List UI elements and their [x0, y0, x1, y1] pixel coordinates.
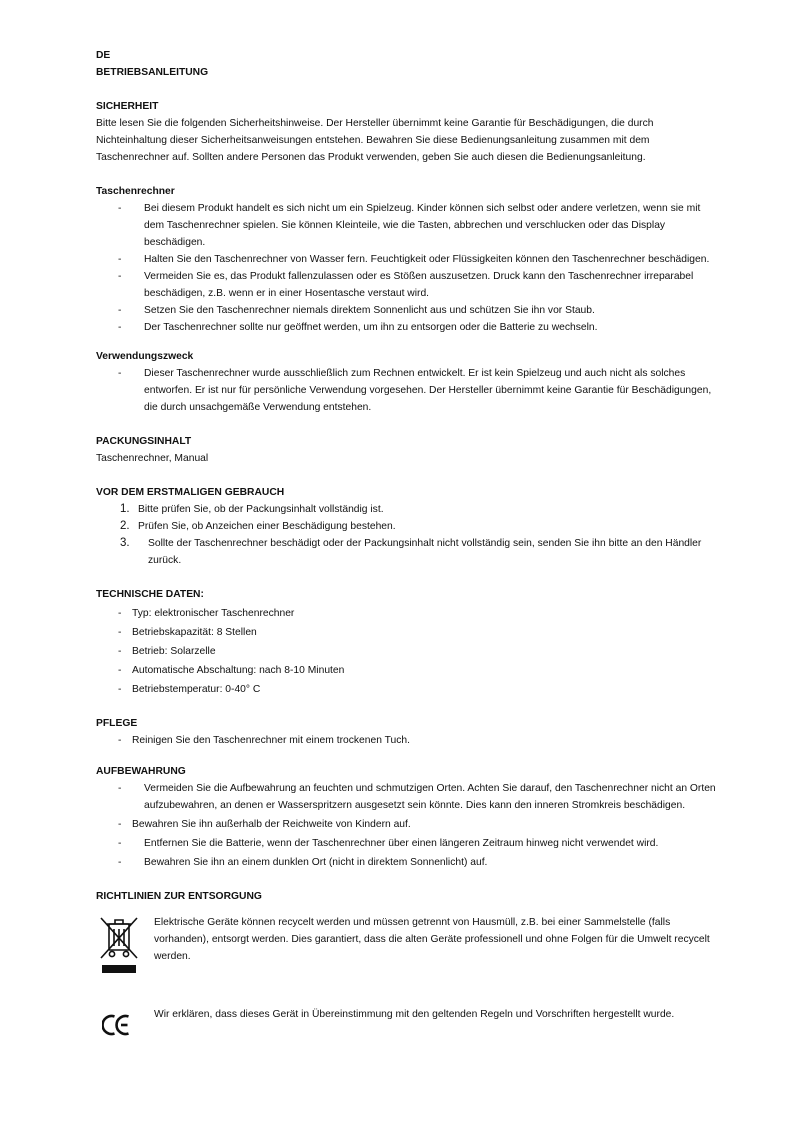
- first-use-list: [96, 501, 716, 569]
- list-item: - Vermeiden Sie die Aufbewahrung an feuchten und schmutzigen Orten. Achten Sie darauf, den Taschenrechner nicht an Orten aufzubewahren, an denen er Wasserspritzern ausgesetzt sein könnte. Dies kann den inneren Stromkreis beschädigen.: [144, 780, 716, 814]
- list-item: - Bei diesem Produkt handelt es sich nicht um ein Spielzeug. Kinder können sich selbst oder andere verletzen, wenn sie mit dem Taschenrechner spielen. Sie können Kleinteile, wie die Tasten, abbrechen und verschlucken oder das Display beschädigen.: [144, 200, 716, 251]
- list-item: - Vermeiden Sie es, das Produkt fallenzulassen oder es Stößen auszusetzen. Druck kann den Taschenrechner irreparabel beschädigen, z.B. wenn er in einer Hosentasche verstaut wird.: [144, 268, 716, 302]
- document-title: BETRIEBSANLEITUNG: [96, 67, 209, 78]
- usage-list: [96, 365, 716, 416]
- list-item: - Dieser Taschenrechner wurde ausschließlich zum Rechnen entwickelt. Er ist kein Spielzeug und auch nicht als solches entworfen. Er ist nur für persönliche Verwendung vorgesehen. Der Hersteller übernimmt keine Garantie für Beschädigungen, die durch unsachgemäße Verwendung entstehen.: [144, 365, 716, 416]
- dash-icon: -: [118, 783, 122, 794]
- list-item: 2. Prüfen Sie, ob Anzeichen einer Beschädigung bestehen.: [96, 518, 716, 535]
- dash-icon: -: [118, 203, 122, 214]
- section-specs: [96, 586, 716, 698]
- section-heading: TECHNISCHE DATEN:: [96, 589, 204, 600]
- section-heading: VOR DEM ERSTMALIGEN GEBRAUCH: [96, 487, 285, 498]
- list-item: - Entfernen Sie die Batterie, wenn der Taschenrechner über einen längeren Zeitraum hinweg nicht verwendet wird.: [144, 835, 716, 852]
- section-heading: SICHERHEIT: [96, 101, 159, 112]
- section-heading: Verwendungszweck: [96, 351, 194, 362]
- dash-icon: -: [118, 322, 122, 333]
- dash-icon: -: [118, 627, 122, 638]
- list-item: - Bewahren Sie ihn außerhalb der Reichweite von Kindern auf.: [132, 816, 716, 833]
- step-number: 3.: [120, 537, 130, 549]
- section-heading: AUFBEWAHRUNG: [96, 766, 186, 777]
- section-usage: [96, 348, 716, 416]
- dash-icon: -: [118, 254, 122, 265]
- dash-icon: -: [118, 819, 122, 830]
- section-contents: [96, 433, 716, 467]
- dash-icon: -: [118, 838, 122, 849]
- list-item: - Betriebskapazität: 8 Stellen: [132, 624, 716, 641]
- specs-list: [96, 605, 716, 698]
- dash-icon: -: [118, 646, 122, 657]
- ce-text: Wir erklären, dass dieses Gerät in Übereinstimmung mit den geltenden Regeln und Vorschriften hergestellt wurde.: [154, 1009, 675, 1020]
- weee-text: Elektrische Geräte können recycelt werden und müssen getrennt von Hausmüll, z.B. bei einer Sammelstelle (falls vorhanden), entsorgt werden. Dies garantiert, dass die alten Geräte professionell und ohne Folgen für die Umwelt recycelt werden.: [154, 917, 710, 962]
- list-item: 3. Sollte der Taschenrechner beschädigt oder der Packungsinhalt nicht vollständig sein, senden Sie ihn bitte an den Händler zurück.: [120, 537, 702, 566]
- section-calculator: [96, 183, 716, 336]
- section-heading: PACKUNGSINHALT: [96, 436, 192, 447]
- list-item: 1. Bitte prüfen Sie, ob der Packungsinhalt vollständig ist.: [96, 501, 716, 518]
- section-heading: PFLEGE: [96, 718, 138, 729]
- dash-icon: -: [118, 271, 122, 282]
- step-number: 1.: [120, 503, 130, 515]
- care-list: [96, 732, 716, 749]
- calculator-list: [96, 200, 716, 336]
- list-item: - Betriebstemperatur: 0-40° C: [132, 681, 716, 698]
- contents-text: Taschenrechner, Manual: [96, 453, 209, 464]
- dash-icon: -: [118, 665, 122, 676]
- section-care: [96, 715, 716, 749]
- crossed-out-wheeled-bin-icon: [98, 914, 140, 974]
- manual-page: [96, 47, 716, 1046]
- list-item: - Betrieb: Solarzelle: [132, 643, 716, 660]
- list-item: - Der Taschenrechner sollte nur geöffnet werden, um ihn zu entsorgen oder die Batterie zu wechseln.: [144, 319, 716, 336]
- safety-text: Bitte lesen Sie die folgenden Sicherheitshinweise. Der Hersteller übernimmt keine Garantie für Beschädigungen, die durch Nichteinhaltung dieser Sicherheitsanweisungen entstehen. Bewahren Sie diese Bedienungsanleitung zusammen mit dem Taschenrechner auf. Sollten andere Personen das Produkt verwenden, geben Sie auch diesen die Bedienungsanleitung.: [96, 118, 654, 163]
- ce-mark-icon: [102, 1014, 132, 1036]
- section-disposal: [96, 888, 716, 1046]
- dash-icon: -: [118, 368, 122, 379]
- step-number: 2.: [120, 520, 130, 532]
- section-safety: [96, 98, 716, 166]
- list-item: - Typ: elektronischer Taschenrechner: [132, 605, 716, 622]
- list-item: - Bewahren Sie ihn an einem dunklen Ort (nicht in direktem Sonnenlicht) auf.: [144, 854, 716, 871]
- dash-icon: -: [118, 857, 122, 868]
- storage-list: [96, 780, 716, 871]
- weee-block: [96, 914, 716, 994]
- ce-block: [96, 1006, 716, 1046]
- list-item: - Setzen Sie den Taschenrechner niemals direktem Sonnenlicht aus und schützen Sie ihn vor Staub.: [144, 302, 716, 319]
- dash-icon: -: [118, 735, 122, 746]
- section-heading: Taschenrechner: [96, 186, 175, 197]
- section-heading: RICHTLINIEN ZUR ENTSORGUNG: [96, 891, 262, 902]
- dash-icon: -: [118, 305, 122, 316]
- list-item: - Reinigen Sie den Taschenrechner mit einem trockenen Tuch.: [132, 732, 716, 749]
- section-storage: [96, 763, 716, 871]
- dash-icon: -: [118, 684, 122, 695]
- language-code: DE: [96, 50, 111, 61]
- list-item: - Automatische Abschaltung: nach 8-10 Minuten: [132, 662, 716, 679]
- dash-icon: -: [118, 608, 122, 619]
- list-item: - Halten Sie den Taschenrechner von Wasser fern. Feuchtigkeit oder Flüssigkeiten können den Taschenrechner beschädigen.: [144, 251, 716, 268]
- section-first-use: [96, 484, 716, 569]
